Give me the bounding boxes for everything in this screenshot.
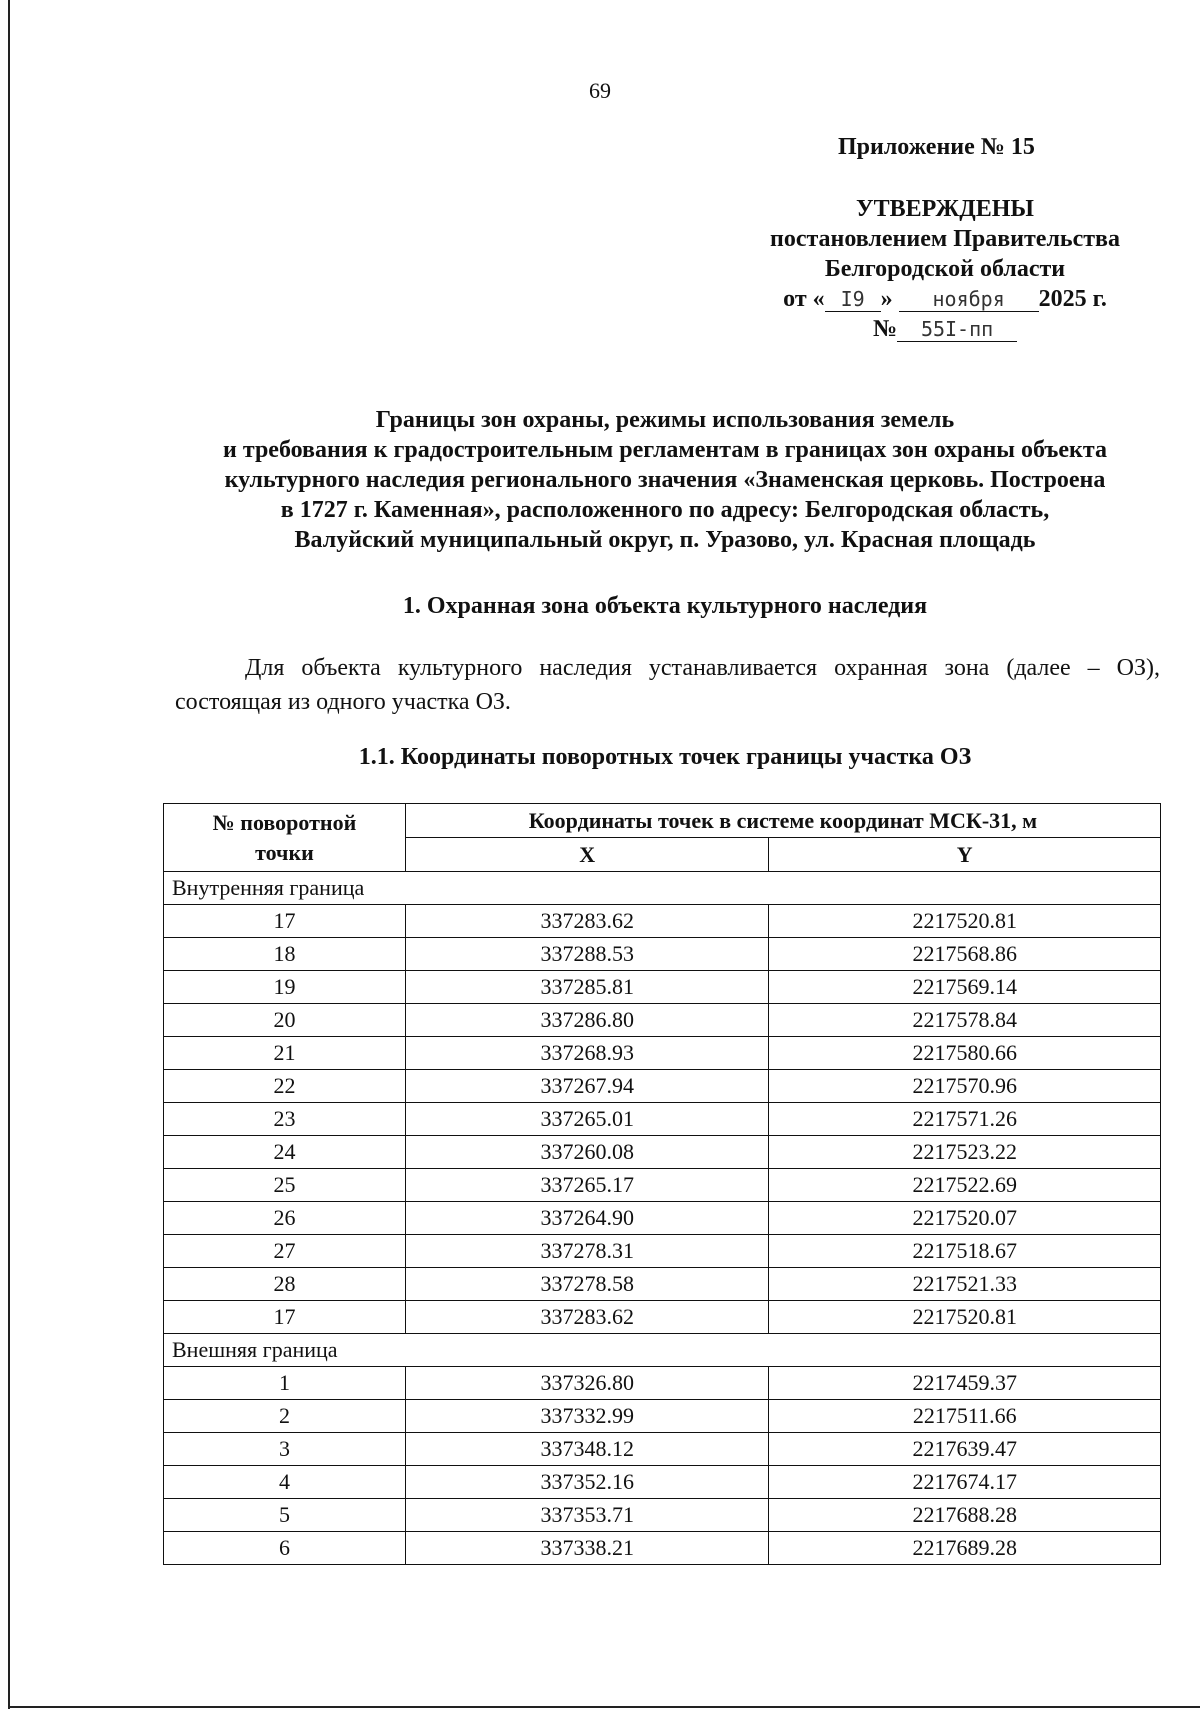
- cell-x: 337326.80: [405, 1367, 769, 1400]
- coordinates-table: [163, 803, 1161, 1565]
- table-row: [164, 1235, 1161, 1268]
- table-row: [164, 1037, 1161, 1070]
- cell-x: 337260.08: [405, 1136, 769, 1169]
- table-row: [164, 1433, 1161, 1466]
- cell-y: 2217570.96: [769, 1070, 1161, 1103]
- header-point-number: № поворотной точки: [164, 804, 406, 872]
- group-label: Внешняя граница: [164, 1334, 1161, 1367]
- approval-line-1: постановлением Правительства: [769, 226, 1120, 252]
- cell-point: 6: [164, 1532, 406, 1565]
- date-prefix: от «: [783, 286, 825, 312]
- approval-heading: УТВЕРЖДЕНЫ: [856, 196, 1034, 222]
- cell-point: 20: [164, 1004, 406, 1037]
- cell-y: 2217522.69: [769, 1169, 1161, 1202]
- cell-point: 5: [164, 1499, 406, 1532]
- cell-x: 337278.31: [405, 1235, 769, 1268]
- cell-point: 3: [164, 1433, 406, 1466]
- table-row: [164, 1466, 1161, 1499]
- cell-point: 27: [164, 1235, 406, 1268]
- cell-x: 337285.81: [405, 971, 769, 1004]
- table-row: [164, 1367, 1161, 1400]
- approval-date: [745, 284, 1145, 314]
- cell-x: 337283.62: [405, 905, 769, 938]
- document-title: [165, 405, 1165, 555]
- cell-x: 337338.21: [405, 1532, 769, 1565]
- approval-block: [745, 194, 1145, 344]
- cell-y: 2217520.81: [769, 1301, 1161, 1334]
- table-row: [164, 1169, 1161, 1202]
- table-row: [164, 1301, 1161, 1334]
- date-mid: »: [880, 286, 893, 312]
- header-coordinates: Координаты точек в системе координат МСК-31, м: [405, 804, 1160, 838]
- group-label: Внутренняя граница: [164, 872, 1161, 905]
- scan-edge-left: [8, 0, 10, 1709]
- cell-point: 26: [164, 1202, 406, 1235]
- cell-y: 2217568.86: [769, 938, 1161, 971]
- cell-y: 2217459.37: [769, 1367, 1161, 1400]
- cell-x: 337288.53: [405, 938, 769, 971]
- table-row: [164, 1136, 1161, 1169]
- cell-x: 337352.16: [405, 1466, 769, 1499]
- table-row: [164, 1202, 1161, 1235]
- cell-x: 337353.71: [405, 1499, 769, 1532]
- cell-point: 17: [164, 905, 406, 938]
- cell-y: 2217569.14: [769, 971, 1161, 1004]
- cell-y: 2217674.17: [769, 1466, 1161, 1499]
- header-y: Y: [769, 838, 1161, 872]
- table-heading: 1.1. Координаты поворотных точек границы участка ОЗ: [358, 744, 972, 770]
- cell-y: 2217639.47: [769, 1433, 1161, 1466]
- table-row: [164, 1268, 1161, 1301]
- cell-y: 2217689.28: [769, 1532, 1161, 1565]
- date-day: I9: [825, 287, 881, 312]
- cell-point: 4: [164, 1466, 406, 1499]
- cell-point: 24: [164, 1136, 406, 1169]
- cell-x: 337267.94: [405, 1070, 769, 1103]
- table-row: [164, 1070, 1161, 1103]
- cell-x: 337332.99: [405, 1400, 769, 1433]
- page-number: 69: [589, 78, 611, 103]
- cell-x: 337348.12: [405, 1433, 769, 1466]
- cell-point: 18: [164, 938, 406, 971]
- table-row: [164, 1499, 1161, 1532]
- paragraph-text: Для объекта культурного наследия устанавливается охранная зона (далее – ОЗ), состоящая из одного участка ОЗ.: [175, 655, 1160, 715]
- cell-point: 2: [164, 1400, 406, 1433]
- cell-x: 337283.62: [405, 1301, 769, 1334]
- table-row: [164, 971, 1161, 1004]
- cell-y: 2217518.67: [769, 1235, 1161, 1268]
- scan-edge-bottom: [8, 1706, 1200, 1708]
- title-line: в 1727 г. Каменная», расположенного по адресу: Белгородская область,: [280, 497, 1050, 523]
- cell-x: 337286.80: [405, 1004, 769, 1037]
- cell-y: 2217521.33: [769, 1268, 1161, 1301]
- cell-point: 1: [164, 1367, 406, 1400]
- title-line: культурного наследия регионального значения «Знаменская церковь. Построена: [224, 467, 1106, 493]
- table-row: [164, 1004, 1161, 1037]
- cell-x: 337265.17: [405, 1169, 769, 1202]
- title-line: Границы зон охраны, режимы использования земель: [375, 407, 955, 433]
- cell-x: 337264.90: [405, 1202, 769, 1235]
- date-year: 2025 г.: [1038, 286, 1107, 312]
- cell-y: 2217571.26: [769, 1103, 1161, 1136]
- cell-x: 337278.58: [405, 1268, 769, 1301]
- section-heading: 1. Охранная зона объекта культурного наследия: [402, 593, 928, 619]
- header-x: X: [405, 838, 769, 872]
- table-row: [164, 1400, 1161, 1433]
- cell-y: 2217520.07: [769, 1202, 1161, 1235]
- table-body: [164, 872, 1161, 1565]
- number-prefix: №: [872, 316, 898, 342]
- approval-number: [745, 314, 1145, 344]
- table-row: [164, 938, 1161, 971]
- title-line: и требования к градостроительным регламентам в границах зон охраны объекта: [223, 437, 1107, 463]
- table-row: [164, 905, 1161, 938]
- table-row: [164, 1532, 1161, 1565]
- table-row: [164, 1103, 1161, 1136]
- cell-y: 2217523.22: [769, 1136, 1161, 1169]
- number-value: 55I-пп: [897, 317, 1017, 342]
- group-row: [164, 1334, 1161, 1367]
- cell-point: 21: [164, 1037, 406, 1070]
- cell-point: 22: [164, 1070, 406, 1103]
- cell-y: 2217688.28: [769, 1499, 1161, 1532]
- cell-x: 337268.93: [405, 1037, 769, 1070]
- cell-y: 2217578.84: [769, 1004, 1161, 1037]
- cell-x: 337265.01: [405, 1103, 769, 1136]
- group-row: [164, 872, 1161, 905]
- cell-y: 2217520.81: [769, 905, 1161, 938]
- title-line: Валуйский муниципальный округ, п. Уразово, ул. Красная площадь: [294, 527, 1036, 553]
- cell-point: 23: [164, 1103, 406, 1136]
- cell-point: 25: [164, 1169, 406, 1202]
- cell-point: 17: [164, 1301, 406, 1334]
- body-paragraph: [175, 651, 1160, 719]
- date-month: ноября: [899, 287, 1039, 312]
- cell-y: 2217511.66: [769, 1400, 1161, 1433]
- approval-line-2: Белгородской области: [824, 256, 1066, 282]
- appendix-label: Приложение № 15: [838, 134, 1035, 160]
- cell-point: 19: [164, 971, 406, 1004]
- cell-point: 28: [164, 1268, 406, 1301]
- cell-y: 2217580.66: [769, 1037, 1161, 1070]
